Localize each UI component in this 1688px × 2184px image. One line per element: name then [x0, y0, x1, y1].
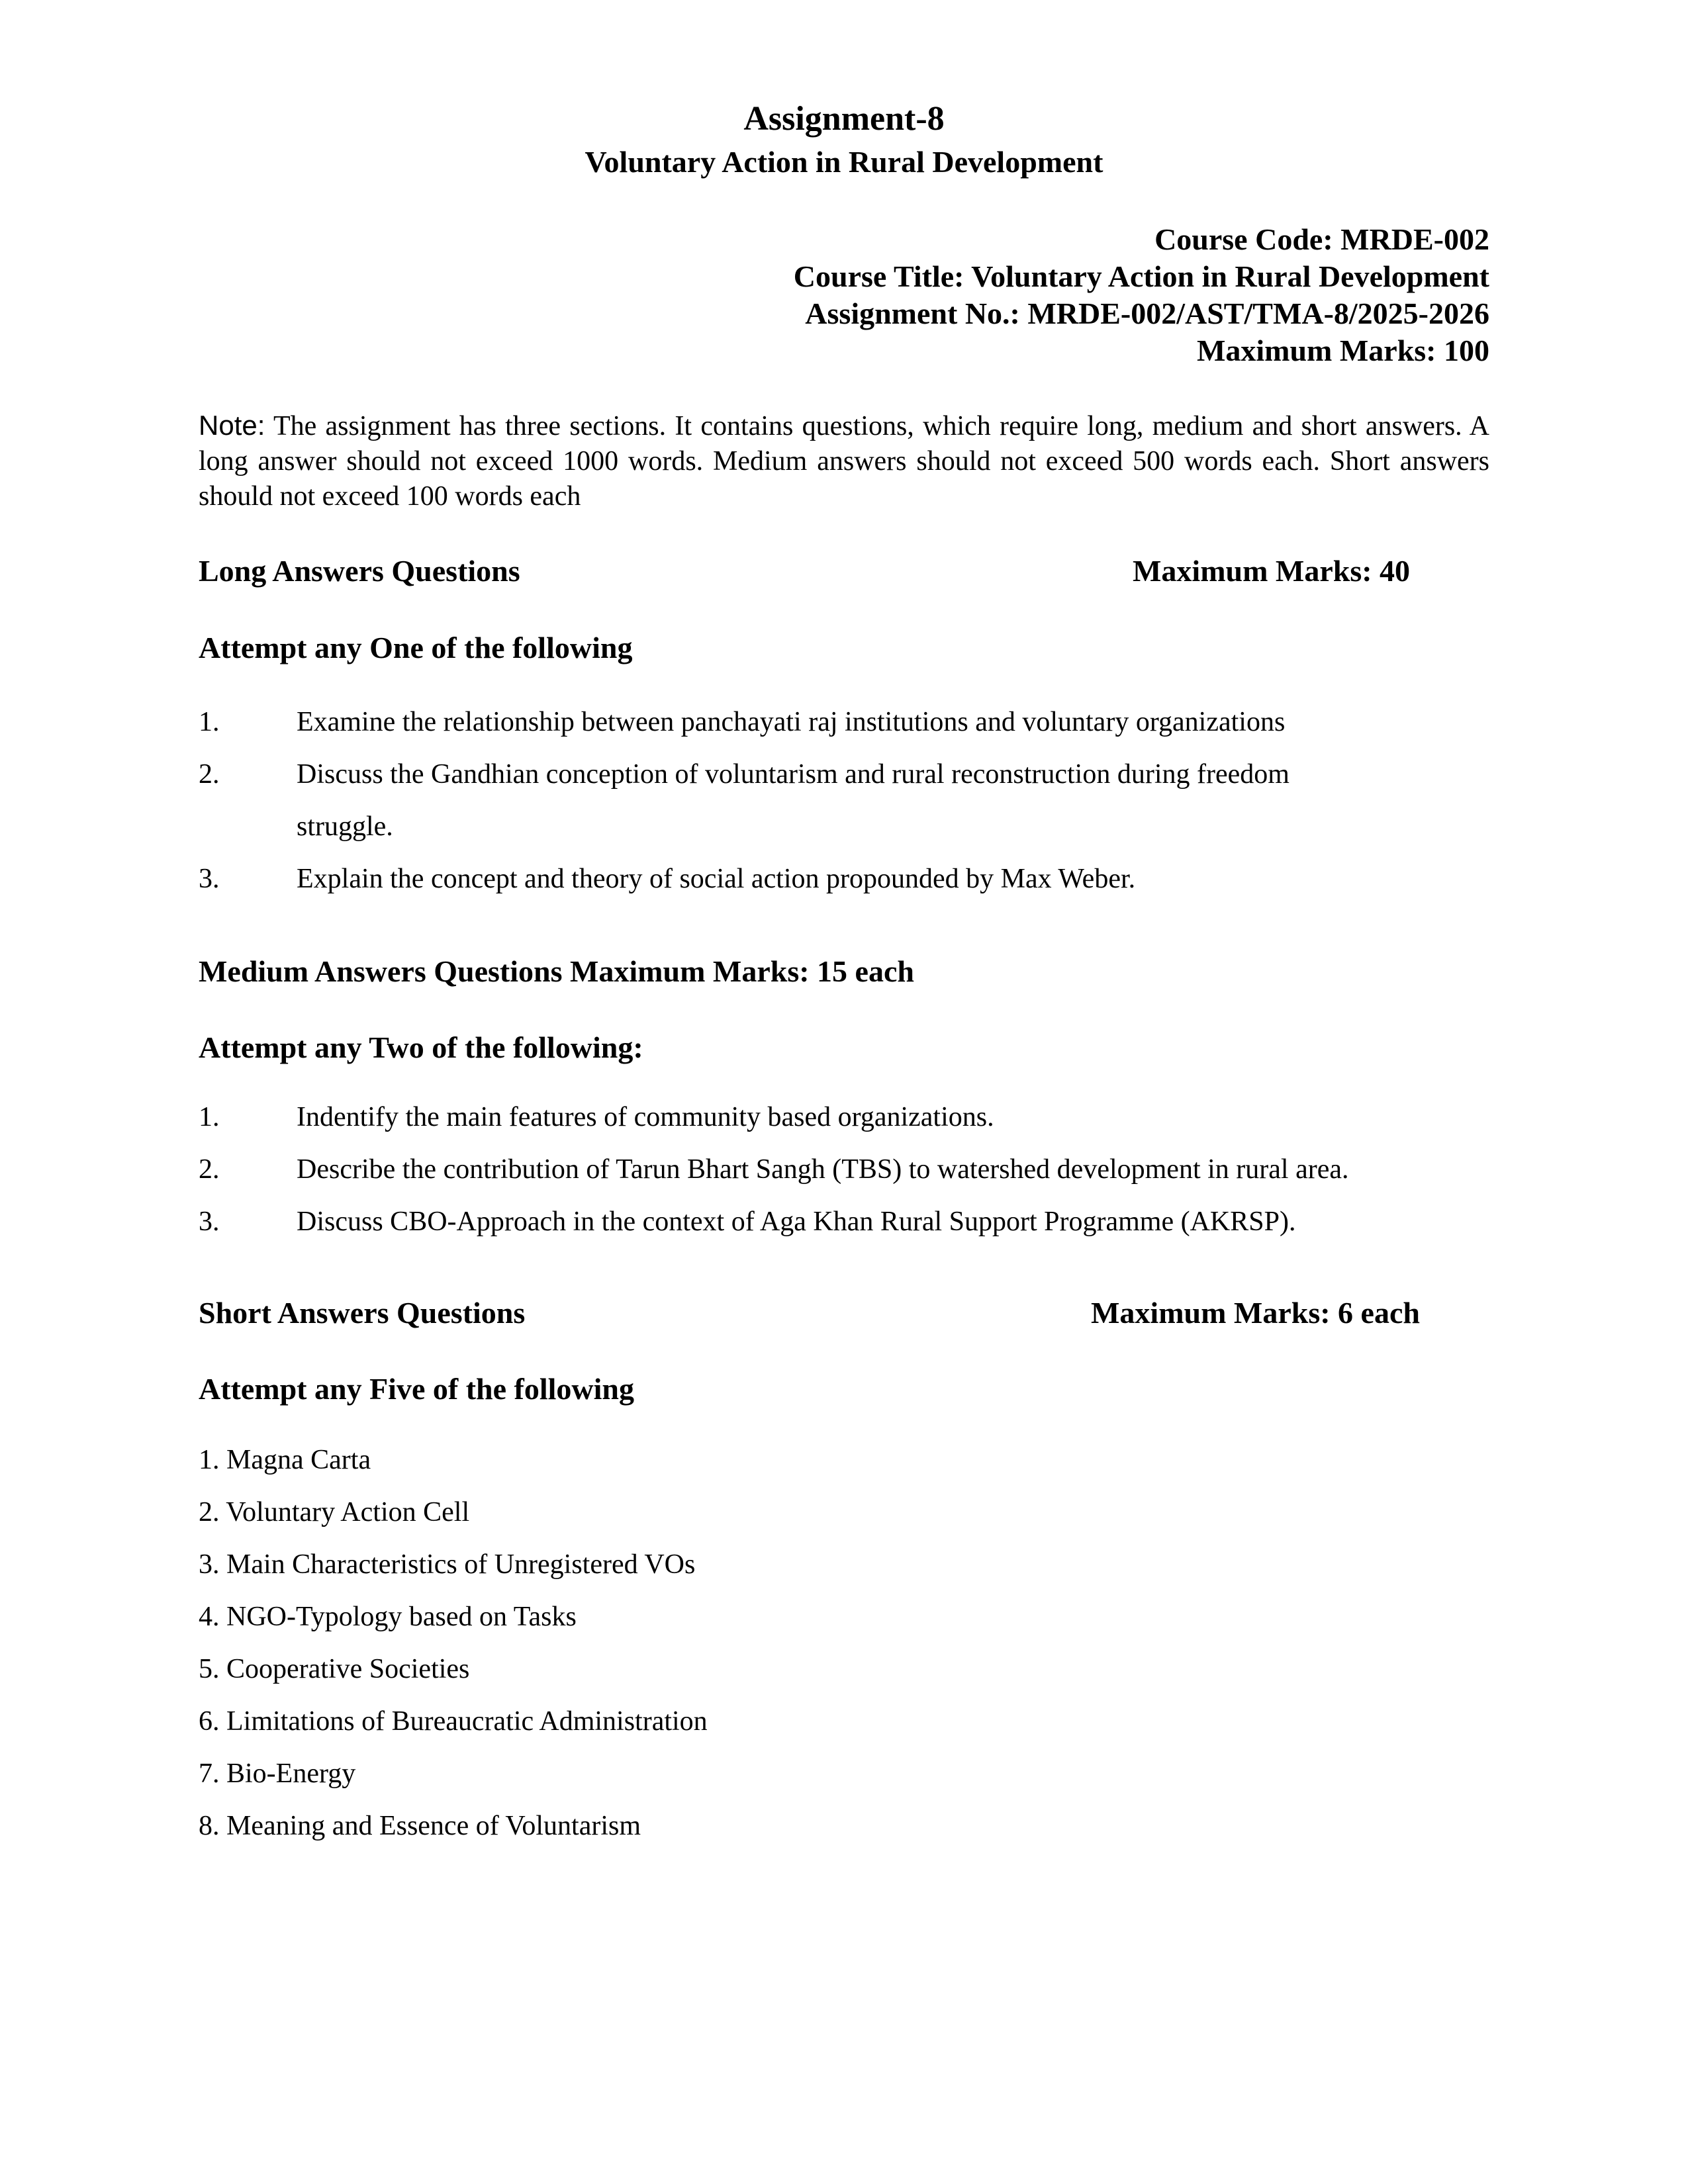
list-item-continuation: struggle.: [297, 811, 393, 842]
list-item: Describe the contribution of Tarun Bhart Sangh (TBS) to watershed development in rural area.: [297, 1154, 1349, 1185]
long-section-heading: Long Answers Questions: [199, 554, 520, 588]
list-item-number: 1.: [199, 707, 220, 737]
course-title: Course Title: Voluntary Action in Rural Development: [793, 259, 1489, 293]
page-title: Assignment-8: [743, 100, 945, 138]
list-item: Discuss CBO-Approach in the context of Aga Khan Rural Support Programme (AKRSP).: [297, 1206, 1296, 1237]
short-section-instruction: Attempt any Five of the following: [199, 1372, 634, 1406]
short-section-heading: Short Answers Questions: [199, 1296, 526, 1330]
short-section-marks: Maximum Marks: 6 each: [1091, 1296, 1420, 1330]
course-code: Course Code: MRDE-002: [1154, 222, 1489, 256]
list-item: 2. Voluntary Action Cell: [199, 1497, 470, 1527]
list-item-number: 2.: [199, 759, 220, 790]
list-item: 3. Main Characteristics of Unregistered VOs: [199, 1549, 696, 1580]
list-item: 7. Bio-Energy: [199, 1758, 356, 1789]
note-text: The assignment has three sections. It contains questions, which require long, medium and short answers. A long answer should not exceed 1000 words. Medium answers should not exceed 500 words each. Short answers should not exceed 100 words each: [199, 411, 1489, 512]
maximum-marks: Maximum Marks: 100: [1196, 334, 1489, 367]
medium-section-heading: Medium Answers Questions Maximum Marks: 15 each: [199, 954, 914, 988]
note-paragraph: [199, 408, 1489, 514]
long-section-instruction: Attempt any One of the following: [199, 631, 633, 664]
page-subtitle: Voluntary Action in Rural Development: [585, 145, 1103, 179]
note-label: Note:: [199, 410, 265, 441]
list-item: Indentify the main features of community based organizations.: [297, 1102, 994, 1132]
list-item: Discuss the Gandhian conception of voluntarism and rural reconstruction during freedom: [297, 759, 1289, 790]
list-item-number: 3.: [199, 1206, 220, 1237]
list-item: Examine the relationship between panchayati raj institutions and voluntary organizations: [297, 707, 1286, 737]
long-section-marks: Maximum Marks: 40: [1133, 554, 1411, 588]
assignment-number: Assignment No.: MRDE-002/AST/TMA-8/2025-2026: [805, 296, 1489, 330]
list-item: 6. Limitations of Bureaucratic Administration: [199, 1706, 708, 1737]
list-item: 1. Magna Carta: [199, 1445, 371, 1475]
list-item-number: 1.: [199, 1102, 220, 1132]
list-item: 8. Meaning and Essence of Voluntarism: [199, 1811, 641, 1841]
list-item: 4. NGO-Typology based on Tasks: [199, 1602, 577, 1632]
medium-section-instruction: Attempt any Two of the following:: [199, 1030, 643, 1064]
list-item: Explain the concept and theory of social action propounded by Max Weber.: [297, 864, 1136, 894]
list-item-number: 3.: [199, 864, 220, 894]
list-item: 5. Cooperative Societies: [199, 1654, 470, 1684]
list-item-number: 2.: [199, 1154, 220, 1185]
